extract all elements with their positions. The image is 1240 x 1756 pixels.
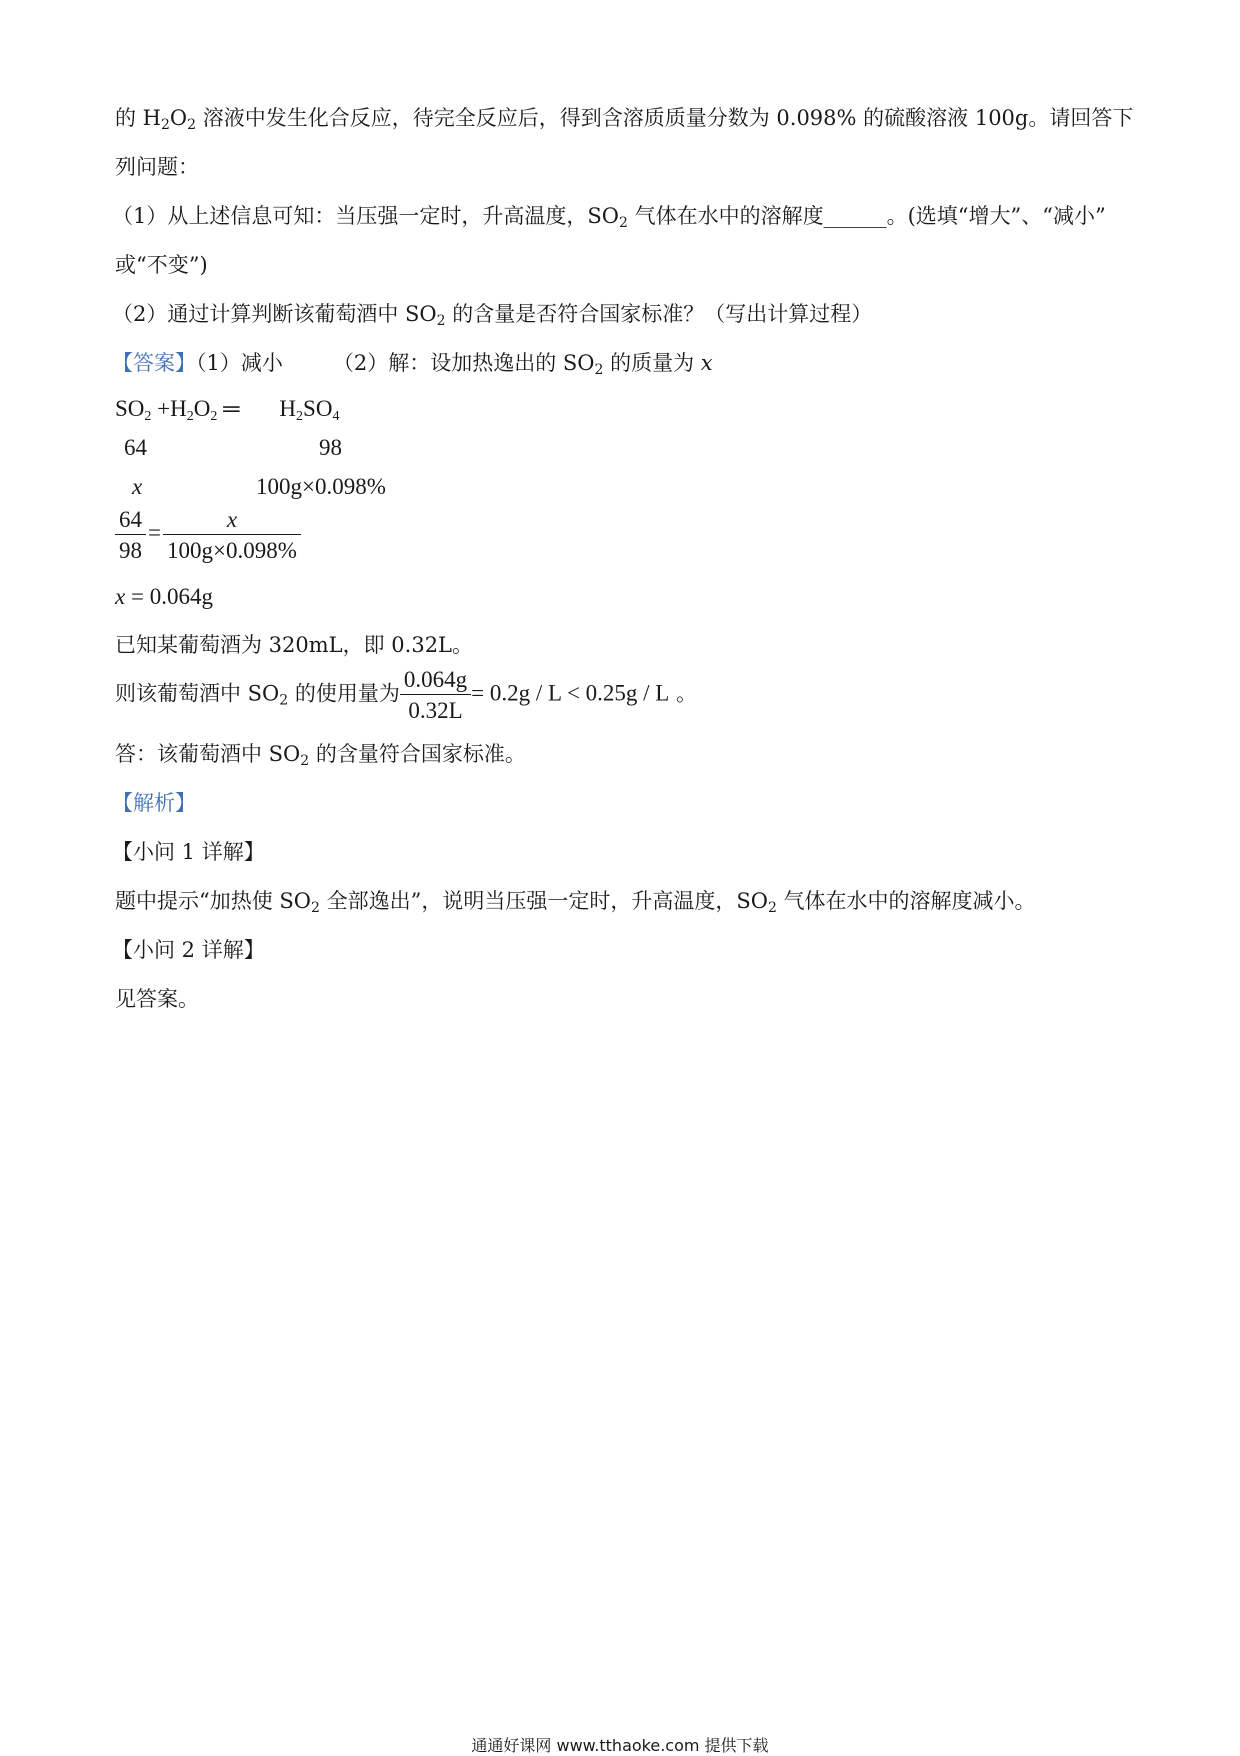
answer-line: 【答案】（1）减小 （2）解：设加热逸出的 $SO_2$ 的质量为 x [112, 351, 713, 378]
question-line-2: 列问题： [115, 155, 199, 179]
question-part-1-cont: 或“不变”) [115, 253, 208, 277]
question-line-1: 的 $H_2O_2$ 溶液中发生化合反应，待完全反应后，得到含溶质质量分数为 0.098% 的硫酸溶液 100g。请回答下 [115, 106, 1134, 133]
result-line: x = 0.064g [115, 584, 213, 609]
question-part-2: （2）通过计算判断该葡萄酒中 $SO_2$ 的含量是否符合国家标准？（写出计算过程） [112, 302, 873, 329]
ratio-right: $\frac{x}{100g\times 0.098\%}$ [163, 508, 301, 562]
sub-question-1-text: 题中提示“加热使 $SO_2$ 全部逸出”，说明当压强一定时，升高温度，$SO_2$ 气体在水中的溶解度减小。 [115, 889, 1036, 916]
question-part-1: （1）从上述信息可知：当压强一定时，升高温度，$SO_2$ 气体在水中的溶解度______。(选填“增大”、“减小” [112, 204, 1106, 231]
unknown-mass: x [132, 474, 143, 499]
known-volume: 已知某葡萄酒为 320mL，即 0.32L。 [115, 633, 473, 657]
molar-mass-2: 98 [319, 435, 342, 460]
sub-question-2-title: 【小问 2 详解】 [112, 938, 265, 962]
known-mass: 100g×0.098% [256, 474, 386, 499]
answer-tag: 【答案】 [112, 351, 196, 375]
conclusion: 答：该葡萄酒中 $SO_2$ 的含量符合国家标准。 [115, 742, 526, 769]
chemical-equation: $SO_2 +H_2O_2$ ═ $H_2SO_4$ [115, 396, 340, 424]
molar-mass-1: 64 [124, 435, 147, 460]
ratio-equation: $\frac{64}{98}$ = $\frac{x}{100g\times 0.098\%}$ [115, 508, 301, 562]
sub-question-2-text: 见答案。 [115, 987, 199, 1011]
sub-question-1-title: 【小问 1 详解】 [112, 840, 265, 864]
page-footer: 通通好课网 www.tthaoke.com 提供下载 [471, 1736, 769, 1755]
analysis-tag: 【解析】 [112, 791, 196, 815]
ratio-left: $\frac{64}{98}$ [115, 508, 146, 562]
usage-fraction: $\frac{0.064g}{0.32L}$ [400, 668, 471, 722]
usage-line: 则该葡萄酒中 $SO_2$ 的使用量为 $\frac{0.064g}{0.32L}$ = 0.2g / L < 0.25g / L 。 [115, 667, 698, 723]
